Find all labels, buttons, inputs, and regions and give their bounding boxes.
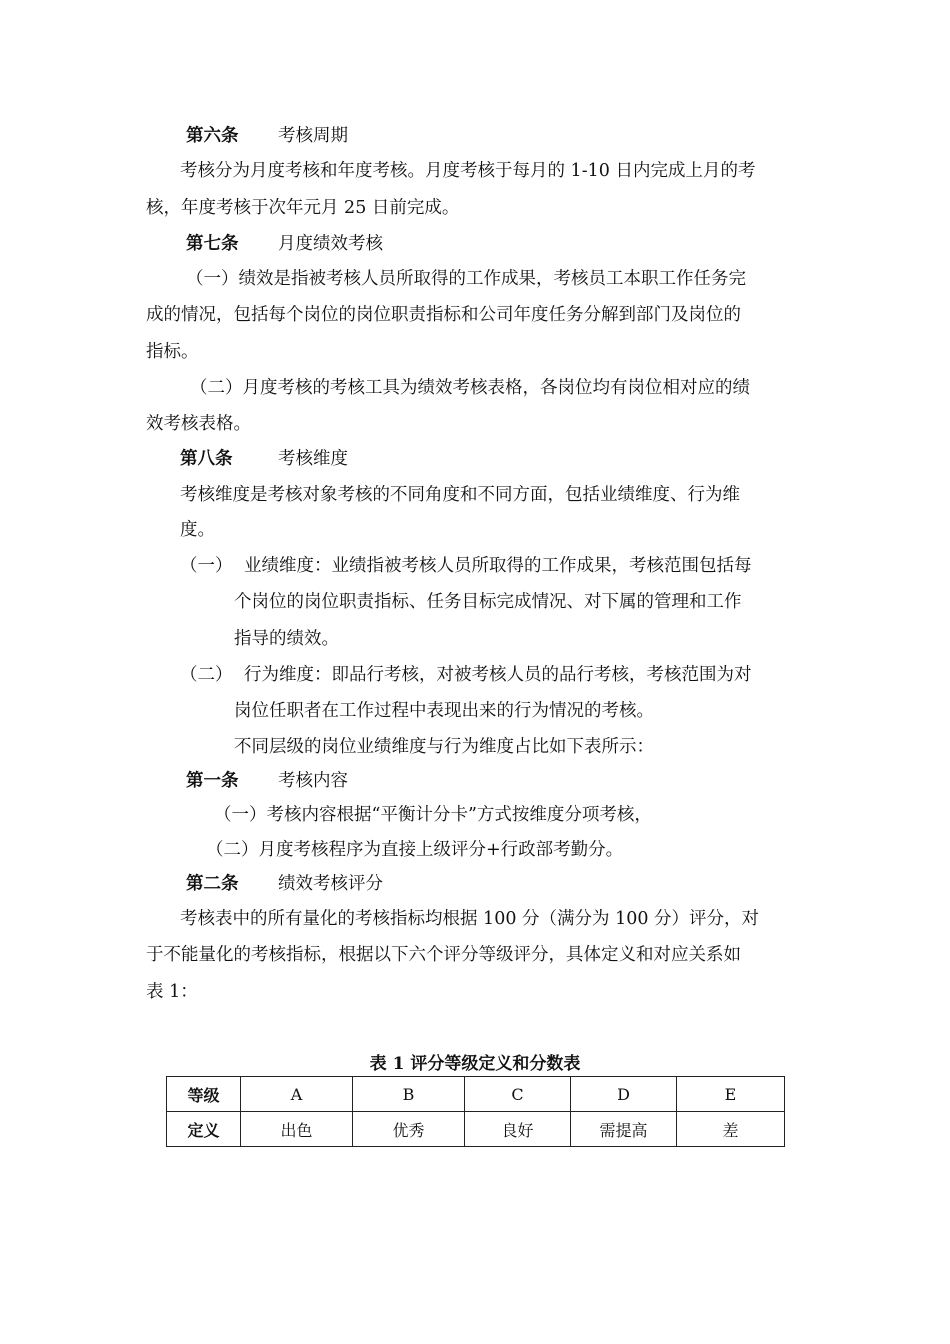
paragraph-line: 不同层级的岗位业绩维度与行为维度占比如下表所示： [234,737,654,757]
paragraph-line: 考核分为月度考核和年度考核。月度考核于每月的 1-10 日内完成上月的考 [180,161,756,181]
paragraph-line: 于不能量化的考核指标，根据以下六个评分等级评分，具体定义和对应关系如 [146,945,741,965]
paragraph-line: （一）绩效是指被考核人员所取得的工作成果，考核员工本职工作任务完 [186,269,746,289]
list-number: （一） [180,556,233,576]
paragraph-line: 指标。 [146,342,199,362]
table-cell: B [353,1077,465,1112]
paragraph-line: （二）月度考核程序为直接上级评分+行政部考勤分。 [206,840,624,860]
paragraph-line: 效考核表格。 [146,414,251,434]
table-row [167,1077,785,1112]
paragraph-line: 指导的绩效。 [234,629,339,649]
table-cell: A [241,1077,353,1112]
list-text: 行为维度：即品行考核，对被考核人员的品行考核，考核范围为对 [244,665,752,685]
article-title: 月度绩效考核 [278,234,383,254]
paragraph-line: （一）考核内容根据“平衡计分卡”方式按维度分项考核， [214,805,652,825]
paragraph-line: 核，年度考核于次年元月 25 日前完成。 [146,198,460,218]
article-number: 第二条 [186,874,239,894]
table-cell: 优秀 [353,1112,465,1147]
article-title: 考核周期 [278,126,348,146]
article-number: 第八条 [180,449,233,469]
paragraph-line: 考核表中的所有量化的考核指标均根据 100 分（满分为 100 分）评分，对 [180,909,760,929]
paragraph-line: （二）月度考核的考核工具为绩效考核表格，各岗位均有岗位相对应的绩 [190,378,750,398]
article-number: 第六条 [186,126,239,146]
table-cell: 良好 [465,1112,571,1147]
table-cell: C [465,1077,571,1112]
table-row-header: 等级 [167,1077,241,1112]
table-row [167,1112,785,1147]
table-cell: D [571,1077,677,1112]
paragraph-line: 表 1： [146,982,198,1002]
grade-table [166,1076,785,1147]
article-number: 第七条 [186,234,239,254]
list-text: 业绩维度：业绩指被考核人员所取得的工作成果，考核范围包括每 [244,556,752,576]
table-cell: 需提高 [571,1112,677,1147]
table-cell: 差 [677,1112,785,1147]
list-number: （二） [180,665,233,685]
article-title: 绩效考核评分 [278,874,383,894]
paragraph-line: 成的情况，包括每个岗位的岗位职责指标和公司年度任务分解到部门及岗位的 [146,305,741,325]
table-caption: 表 1 评分等级定义和分数表 [369,1054,581,1074]
article-number: 第一条 [186,771,239,791]
article-title: 考核维度 [278,449,348,469]
paragraph-line: 个岗位的岗位职责指标、任务目标完成情况、对下属的管理和工作 [234,592,742,612]
table-row-header: 定义 [167,1112,241,1147]
paragraph-line: 考核维度是考核对象考核的不同角度和不同方面，包括业绩维度、行为维 [180,485,740,505]
table-cell: 出色 [241,1112,353,1147]
paragraph-line: 岗位任职者在工作过程中表现出来的行为情况的考核。 [234,701,654,721]
paragraph-line: 度。 [180,520,215,540]
table-cell: E [677,1077,785,1112]
article-title: 考核内容 [278,771,348,791]
